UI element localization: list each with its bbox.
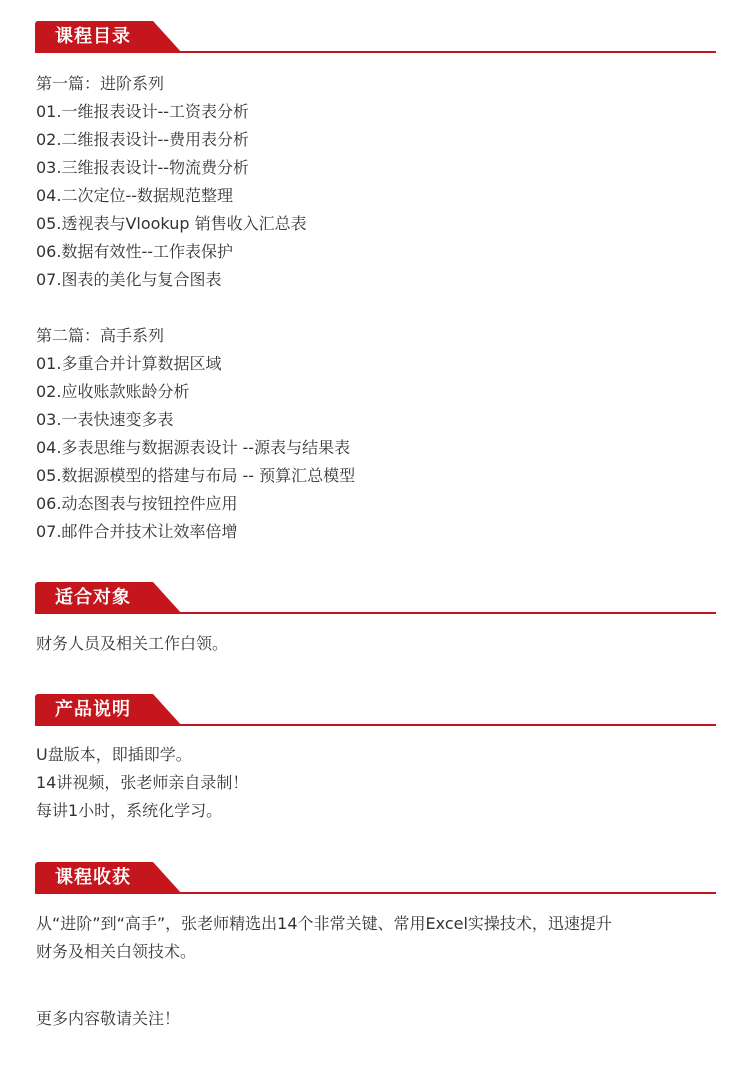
part-heading: 第二篇：高手系列 — [36, 326, 165, 345]
spacer — [36, 294, 726, 322]
closing-text: 更多内容敬请关注！ — [36, 1009, 181, 1028]
section-title: 适合对象 — [55, 587, 131, 608]
gains-line: 从“进阶”到“高手”，张老师精选出14个非常关键、常用Excel实操技术，迅速提升 — [36, 914, 612, 933]
list-item: 06.数据有效性--工作表保护 — [36, 242, 233, 261]
list-item: 05.数据源模型的搭建与布局 -- 预算汇总模型 — [36, 466, 356, 485]
list-item: 03.一表快速变多表 — [36, 410, 174, 429]
catalog-list — [36, 70, 726, 546]
section-title: 产品说明 — [55, 699, 131, 720]
section-header-catalog — [35, 21, 716, 53]
audience-text: 财务人员及相关工作白领。 — [36, 634, 229, 653]
list-item: 02.二维报表设计--费用表分析 — [36, 130, 249, 149]
list-item: 05.透视表与Vlookup 销售收入汇总表 — [36, 214, 307, 233]
list-item: 01.一维报表设计--工资表分析 — [36, 102, 249, 121]
section-header-product — [35, 694, 716, 726]
product-line: 14讲视频，张老师亲自录制！ — [36, 773, 249, 792]
section-header-audience — [35, 582, 716, 614]
list-item: 04.二次定位--数据规范整理 — [36, 186, 233, 205]
list-item: 03.三维报表设计--物流费分析 — [36, 158, 249, 177]
list-item: 07.图表的美化与复合图表 — [36, 270, 222, 289]
list-item: 01.多重合并计算数据区域 — [36, 354, 222, 373]
list-item: 04.多表思维与数据源表设计 --源表与结果表 — [36, 438, 351, 457]
list-item: 06.动态图表与按钮控件应用 — [36, 494, 238, 513]
product-lines — [36, 741, 726, 825]
list-item: 07.邮件合并技术让效率倍增 — [36, 522, 238, 541]
part-heading: 第一篇：进阶系列 — [36, 74, 165, 93]
gains-line: 财务及相关白领技术。 — [36, 942, 197, 961]
gains-text — [36, 910, 726, 966]
list-item: 02.应收账款账龄分析 — [36, 382, 190, 401]
section-title: 课程收获 — [55, 867, 131, 888]
section-header-gains — [35, 862, 716, 894]
section-title: 课程目录 — [55, 26, 131, 47]
product-line: U盘版本，即插即学。 — [36, 745, 192, 764]
product-line: 每讲1小时，系统化学习。 — [36, 801, 223, 820]
